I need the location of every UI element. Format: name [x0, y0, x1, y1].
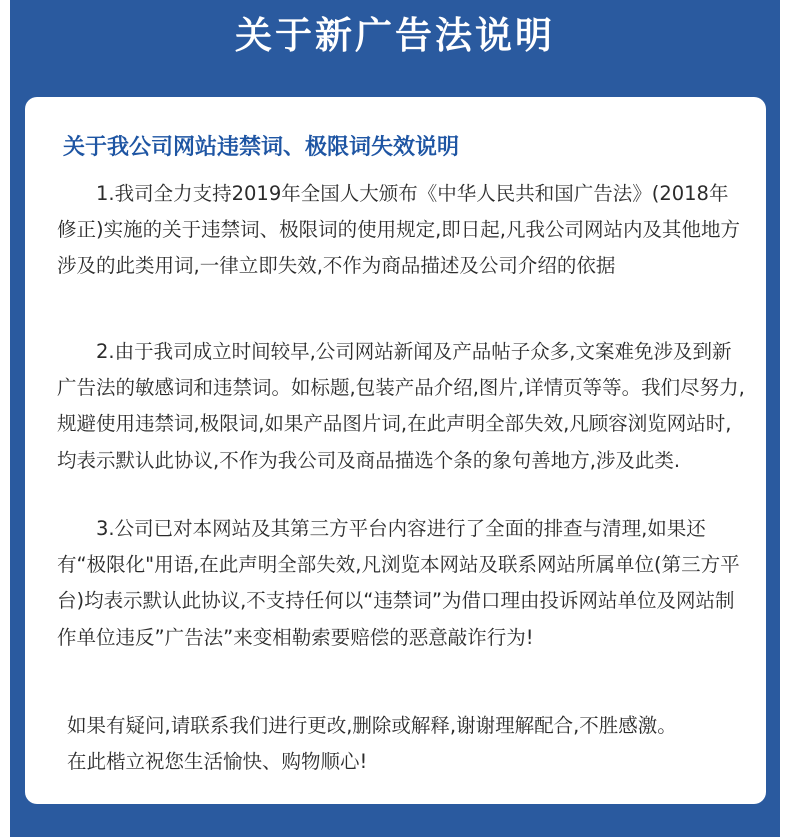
page-title: 关于新广告法说明	[235, 14, 555, 57]
notice-card	[25, 97, 766, 804]
paragraph-2: 2.由于我司成立时间较早,公司网站新闻及产品帖子众多,文案难免涉及到新广告法的敏感词和违禁词。如标题,包装产品介绍,图片,详情页等等。我们尽努力,规避使用违禁词,极限词,如果产品图片词,在此声明全部失效,凡顾容浏览网站时,均表示默认此协议,不作为我公司及商品描选个条的象句善地方,涉及此类.	[57, 340, 745, 472]
closing-text	[67, 708, 767, 780]
notice-subtitle: 关于我公司网站违禁词、极限词失效说明	[63, 135, 460, 160]
paragraph-3: 3.公司已对本网站及其第三方平台内容进行了全面的排查与清理,如果还有“极限化"用语,在此声明全部失效,凡浏览本网站及联系网站所属单位(第三方平台)均表示默认此协议,不支持任何以“违禁词”为借口理由投诉网站单位及网站制作单位违反”广告法”来变相勒索要赔偿的恶意敲诈行为!	[57, 517, 740, 649]
closing-line-1: 如果有疑问,请联系我们进行更改,删除或解释,谢谢理解配合,不胜感激。	[67, 714, 677, 737]
paragraph-1: 1.我司全力支持2019年全国人大颁布《中华人民共和国广告法》(2018年修正)实施的关于违禁词、极限词的使用规定,即日起,凡我公司网站内及其他地方涉及的此类用词,一律立即失效,不作为商品描述及公司介绍的依据	[57, 182, 741, 278]
closing-line-2: 在此楷立祝您生活愉快、购物顺心!	[67, 750, 368, 773]
notice-frame	[10, 0, 780, 837]
